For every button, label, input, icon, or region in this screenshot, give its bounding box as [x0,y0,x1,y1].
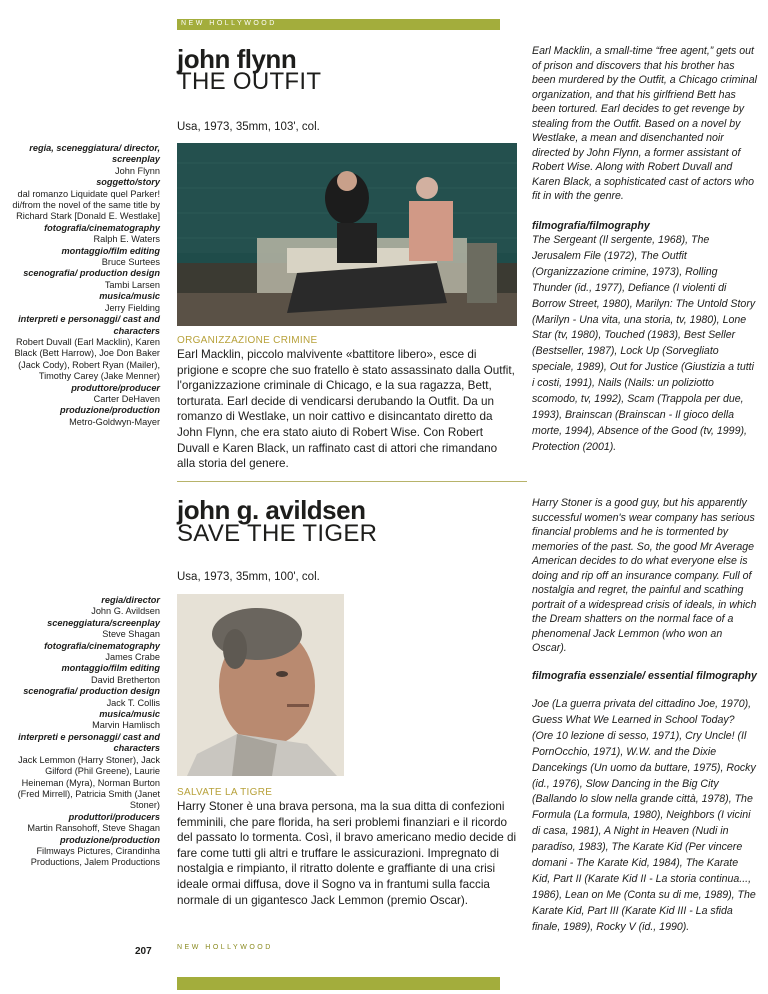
film-title: THE OUTFIT [177,68,322,95]
credit-role: scenografia/ production design [23,268,160,279]
synopsis-italian: Earl Macklin, piccolo malvivente «battitore libero», esce di prigione e scopre che suo fratello è stato assassinato dalla Outfit, l'organizzazione criminale di Chicago, e la sua ragazza, Bett, torturata. Earl decide di vendicarsi derubando la Outfit. Da un romanzo di Westlake, un noir cattivo e disincantato diretto da John Flynn, che era stato aiuto di Robert Wise. Con Robert Duvall e Karen Black, un raffinato cast di attori che rimandano alla storia del genere. [177,348,515,471]
credit-role: soggetto/story [96,177,160,188]
filmography-list: The Sergeant (Il sergente, 1968), The Jerusalem File (1972), The Outfit (Organizzazione crimine, 1973), Rolling Thunder (id., 1977), Defiance (I violenti di Borrow Street, 1980), Marilyn: The Untold Story (Marilyn - Una vita, una storia, tv, 1980), Lone Star (tv, 1980), Touched (1983), Best Seller (Bestseller, 1987), Lock Up (Sorvegliato speciale, 1989), Out for Justice (Giustizia a tutti i costi, 1991), Nails (Nails: un poliziotto scomodo, tv, 1992), Scam (Trappola per due, 1993), Brainscan (Brainscan - Il gioco della morte, 1994), Absence of the Good (tv, 1999), Protection (2001). [532,234,756,453]
credit-value: Marvin Hamlisch [92,720,160,731]
film-still-save-the-tiger [177,594,344,776]
credit-value: Bruce Surtees [101,257,160,268]
credit-role: interpreti e personaggi/ cast and characters [18,314,160,336]
credits-block [8,595,160,869]
italian-title: ORGANIZZAZIONE CRIMINE [177,335,318,346]
filmography-heading: filmografia essenziale/ essential filmography [532,670,757,682]
credit-role: regia, sceneggiatura/ director, screenplay [29,143,160,165]
credit-role: produzione/production [59,834,160,845]
credit-value: Tambi Larsen [104,279,160,290]
filmography-heading: filmografia/filmography [532,220,650,232]
credit-role: musica/music [99,709,160,720]
credit-role: sceneggiatura/screenplay [47,617,160,628]
credit-role: produttori/producers [68,811,160,822]
credit-value: Robert Duvall (Earl Macklin), Karen Black (Bett Harrow), Joe Don Baker (Jack Cody), Robert Ryan (Mailer), Timothy Carey (Jake Menner) [14,336,160,382]
credit-value: Carter DeHaven [93,393,160,404]
credit-value: John Flynn [115,165,160,176]
section-label-bottom: NEW HOLLYWOOD [177,944,273,951]
film-still-outfit [177,143,517,326]
credit-value: Metro-Goldwyn-Mayer [69,416,160,427]
credit-value: James Crabe [105,652,160,663]
credit-role: montaggio/film editing [61,663,160,674]
credit-value: Steve Shagan [102,629,160,640]
footer-bar [177,977,500,990]
credit-role: fotografia/cinematography [44,640,160,651]
credit-role: regia/director [101,595,160,605]
credit-value: Ralph E. Waters [93,234,160,245]
entry-divider [177,481,527,482]
filmography-list: Joe (La guerra privata del cittadino Joe, 1970), Guess What We Learned in School Today? (Ore 10 lezione di sesso, 1971), Cry Uncle! (Il PornOcchio, 1971), W.W. and the Dixie Dancekings (Un uomo da buttare, 1975), Rocky (id., 1976), Slow Dancing in the Big City (Ballando lo slow nella grande città, 1978), The Formula (La formula, 1980), Neighbors (I vicini di casa, 1981), A Night in Heaven (Nudi in paradiso, 1983), The Karate Kid (Per vincere domani - The Karate Kid, 1984), The Karate Kid, Part II (Karate Kid II - La storia continua..., 1986), Lean on Me (Conta su di me, 1989), The Karate Kid, Part III (Karate Kid III - La sfida finale, 1989), Rocky V (id., 1990). [532,698,756,933]
film-info: Usa, 1973, 35mm, 100', col. [177,571,320,583]
italian-title: SALVATE LA TIGRE [177,787,273,798]
film-title: SAVE THE TIGER [177,520,378,547]
director-name: john g. avildsen [177,495,366,525]
credit-value: Jack T. Collis [106,697,160,708]
film-info: Usa, 1973, 35mm, 103', col. [177,121,320,133]
credit-value: Martin Ransohoff, Steve Shagan [27,823,160,834]
credit-role: interpreti e personaggi/ cast and characters [18,731,160,754]
credit-value: Jerry Fielding [104,302,160,313]
credit-role: montaggio/film editing [61,245,160,256]
page-number: 207 [135,946,152,957]
credit-value: John G. Avildsen [91,606,160,617]
credit-value: Filmways Pictures, Cirandinha Productions, Jalem Productions [30,845,160,868]
synopsis-english: Earl Macklin, a small-time “free agent,” gets out of prison and discovers that his brother has been murdered by the Outfit, a Chicago criminal organization, and that his girlfriend Bett has been tortured. Earl decides to get revenge by stealing from the Outfit. Based on a novel by Westlake, a mean and disenchanted noir directed by John Flynn, a former assistant of Robert Wise. Along with Robert Duvall and Karen Black, a sophisticated cast of actors who fit in with the genre. [532,45,757,202]
section-label-top: NEW HOLLYWOOD [181,20,277,27]
credit-role: fotografia/cinematography [44,222,160,233]
credit-value: dal romanzo Liquidate quel Parker! di/from the novel of the same title by Richard Stark [Donald E. Westlake] [12,188,160,222]
credit-role: musica/music [99,291,160,302]
director-name: john flynn [177,44,297,74]
credits-block [8,143,160,428]
credit-role: scenografia/ production design [23,686,160,697]
credit-role: produzione/production [59,405,160,416]
synopsis-italian: Harry Stoner è una brava persona, ma la sua ditta di confezioni femminili, che pare florida, ha seri problemi finanziari e il ricordo del passato lo tormenta. Così, il bravo americano medio decide di fare come tutti gli altri e truffare le assicurazioni. Impregnato di nostalgia e rimpianto, il ritratto dolente e graffiante di una crisi ideale ormai diffusa, dove il Sogno va in frantumi sulla faccia normale di un gigantesco Jack Lemmon (premio Oscar). [177,800,517,907]
credit-value: Jack Lemmon (Harry Stoner), Jack Gilford (Phil Greene), Laurie Heineman (Myra), Norman Burton (Fred Mirrell), Patricia Smith (Janet Stoner) [17,754,160,811]
credit-role: produttore/producer [71,382,160,393]
synopsis-english: Harry Stoner is a good guy, but his apparently successful women's wear company has serious financial problems and he is tormented by memories of the past. So, the good Mr Average American decides to do what everyone else is doing and rip off an insurance company. Full of nostalgia and regret, the painful and scathing portrait of a widespread crisis of ideals, in which the Dream shatters on the normal face of a phenomenal Jack Lemmon (who won an Oscar). [532,497,757,654]
credit-value: David Bretherton [91,674,160,685]
